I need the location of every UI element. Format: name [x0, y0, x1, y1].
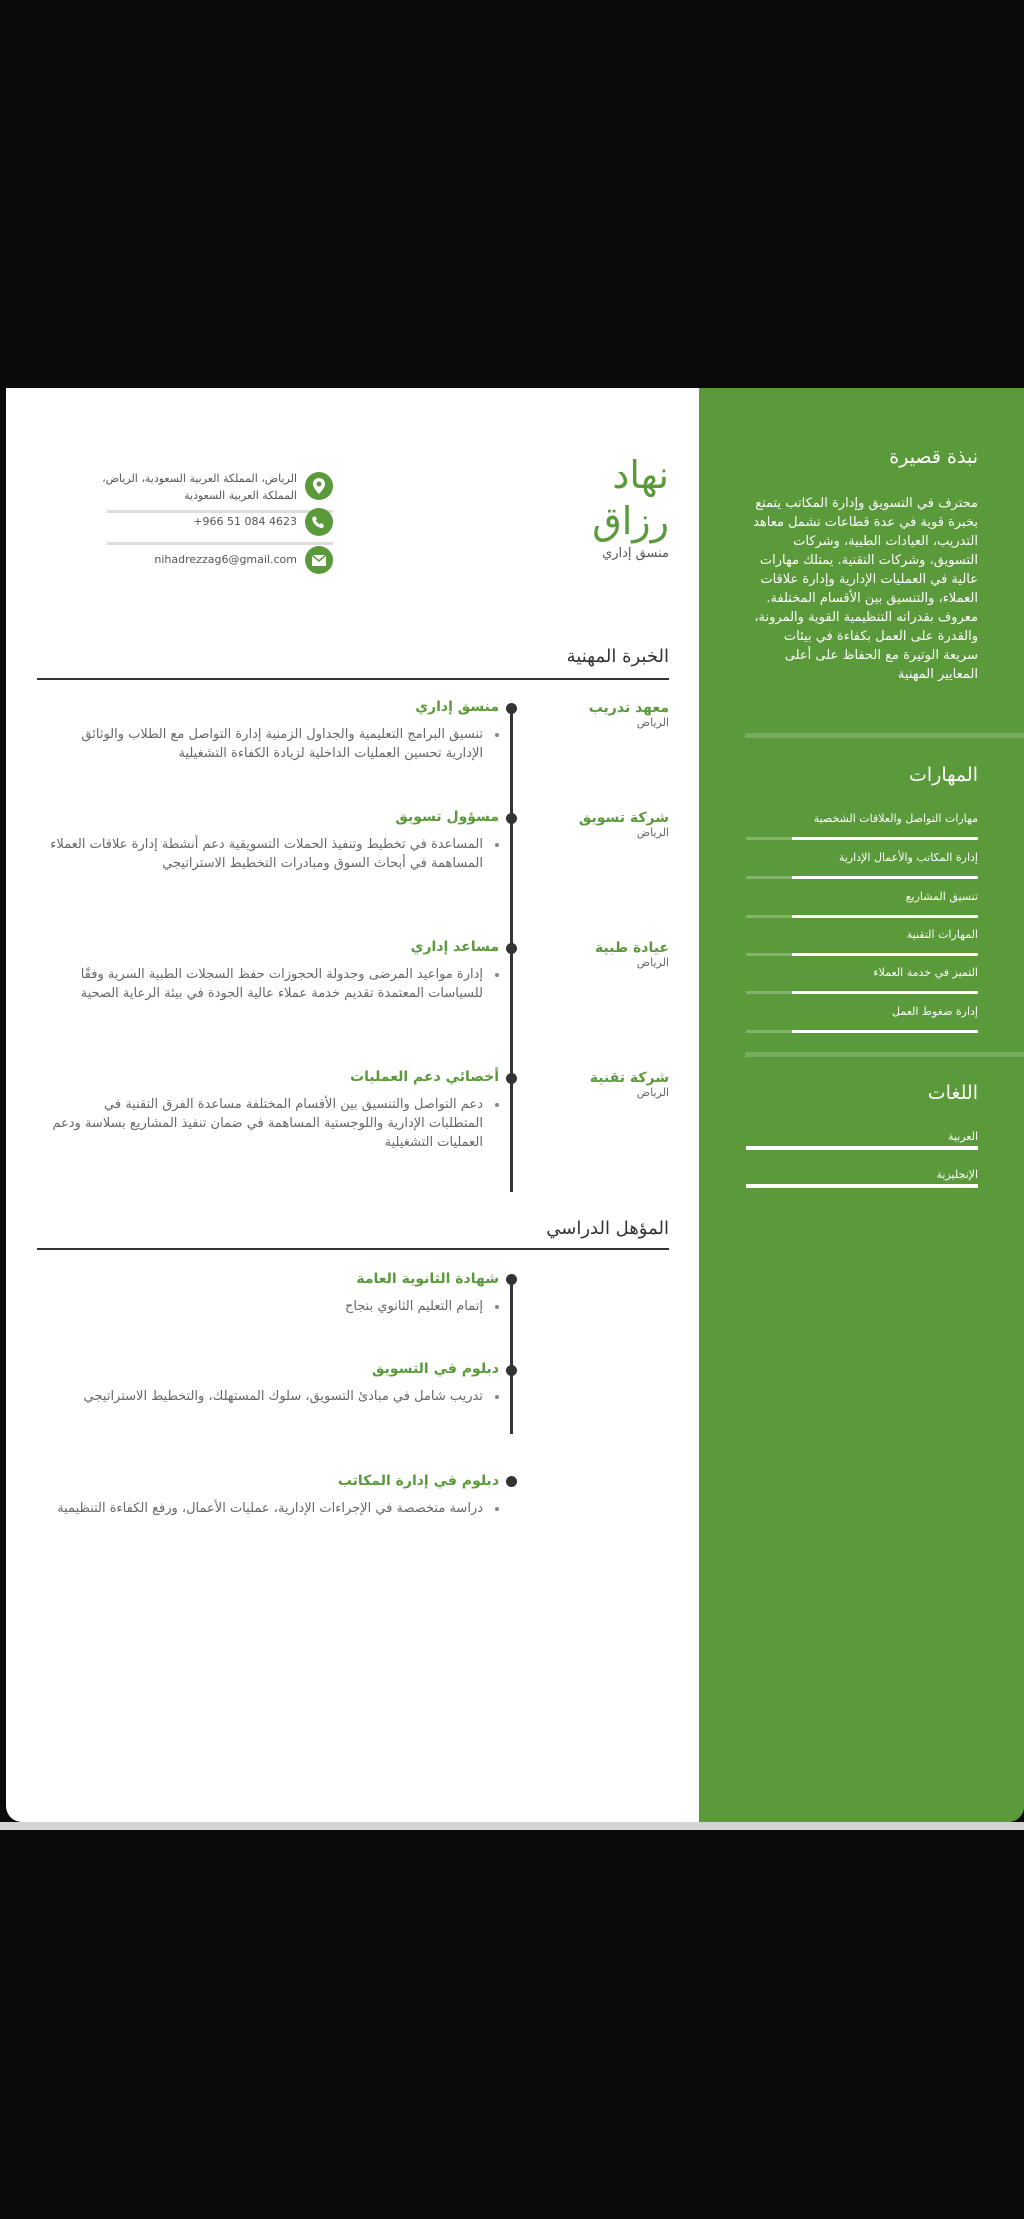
experience-item: [47, 808, 499, 873]
name-line-1: نهاد: [612, 453, 669, 497]
experience-org: [529, 700, 669, 730]
degree-title: دبلوم في التسويق: [372, 1361, 499, 1377]
skill-item: [746, 812, 978, 850]
skill-bar-fill: [792, 876, 978, 879]
skill-bar: [746, 991, 978, 994]
skill-bar: [746, 953, 978, 956]
language-bar: [746, 1184, 978, 1188]
skill-bar: [746, 876, 978, 879]
job-title: أخصائي دعم العمليات: [350, 1069, 499, 1085]
skill-label: تنسيق المشاريع: [905, 890, 978, 903]
timeline-dot: [506, 703, 517, 714]
skill-bar: [746, 837, 978, 840]
experience-org: [529, 810, 669, 840]
skill-label: المهارات التقنية: [906, 928, 978, 941]
org-city: الرياض: [636, 716, 669, 729]
experience-org: [529, 1070, 669, 1100]
sidebar-divider: [745, 733, 1024, 738]
sidebar-divider: [745, 1052, 1024, 1057]
education-item: [47, 1270, 499, 1316]
org-city: الرياض: [636, 826, 669, 839]
envelope-icon: [305, 546, 333, 574]
skill-bar: [746, 915, 978, 918]
bio-text: محترف في التسويق وإدارة المكاتب يتمتع بخبرة قوية في عدة قطاعات تشمل معاهد التدريب، العيادات الطبية، وشركات التسويق، وشركات التقنية. يمتلك مهارات عالية في العمليات الإدارية وإدارة علاقات العملاء، والتنسيق بين الأقسام المختلفة. معروف بقدراته التنظيمية القوية والمرونة، والقدرة على العمل بكفاءة في بيئات سريعة الوتيرة مع الحفاظ على أعلى المعايير المهنية: [753, 496, 978, 682]
skill-item: [746, 928, 978, 966]
phone-text[interactable]: +966 51 084 4623: [193, 515, 297, 528]
contact-divider: [107, 542, 333, 545]
address-text: الرياض، المملكة العربية السعودية، الرياض، المملكة العربية السعودية: [102, 472, 297, 502]
language-label: الإنجليزية: [936, 1168, 978, 1181]
sidebar: [699, 388, 1024, 1822]
education-item: [47, 1360, 499, 1406]
job-title: مساعد إداري: [410, 939, 499, 955]
degree-description: تدريب شامل في مبادئ التسويق، سلوك المستهلك، والتخطيط الاستراتيجي: [47, 1387, 499, 1406]
resume-card: [6, 388, 1024, 1822]
skill-bar-fill: [792, 915, 978, 918]
experience-org: [529, 940, 669, 970]
org-name: عيادة طبية: [595, 940, 669, 956]
skill-item: [746, 966, 978, 1004]
person-name: [592, 452, 669, 544]
degree-description: دراسة متخصصة في الإجراءات الإدارية، عمليات الأعمال، ورفع الكفاءة التنظيمية: [47, 1499, 499, 1518]
job-title: منسق إداري: [415, 699, 499, 715]
timeline-dot: [506, 1274, 517, 1285]
skill-label: التميز في خدمة العملاء: [873, 966, 978, 979]
job-description: إدارة مواعيد المرضى وجدولة الحجوزات حفظ السجلات الطبية السرية وفقًا للسياسات المعتمدة تقديم خدمة عملاء عالية الجودة في بيئة الرعاية الصحية: [47, 965, 499, 1003]
email-text[interactable]: nihadrezzag6@gmail.com: [154, 553, 297, 566]
phone-icon: [305, 508, 333, 536]
education-rule: [37, 1248, 669, 1250]
languages-title: اللغات: [927, 1082, 978, 1104]
job-description: المساعدة في تخطيط وتنفيذ الحملات التسويقية دعم أنشطة إدارة علاقات العملاء المساهمة في أبحاث السوق ومبادرات التخطيط الاستراتيجي: [47, 835, 499, 873]
language-item: [746, 1168, 978, 1206]
job-role: منسق إداري: [602, 546, 669, 561]
skill-bar-fill: [792, 991, 978, 994]
skill-item: [746, 851, 978, 889]
job-description: تنسيق البرامج التعليمية والجداول الزمنية إدارة التواصل مع الطلاب والوثائق الإدارية تحسين العمليات الداخلية لزيادة الكفاءة التشغيلية: [47, 725, 499, 763]
experience-item: [47, 698, 499, 763]
education-title: المؤهل الدراسي: [546, 1218, 669, 1239]
skill-label: إدارة ضغوط العمل: [892, 1005, 978, 1018]
education-timeline: [510, 1278, 513, 1434]
job-description: دعم التواصل والتنسيق بين الأقسام المختلفة مساعدة الفرق التقنية في المتطلبات الإدارية واللوجستية المساهمة في ضمان تنفيذ المشاريع بسلاسة ودعم العمليات التشغيلية: [47, 1095, 499, 1152]
skill-bar-fill: [792, 1030, 978, 1033]
skill-item: [746, 1005, 978, 1043]
job-title: مسؤول تسويق: [395, 809, 499, 825]
skill-label: إدارة المكاتب والأعمال الإدارية: [838, 851, 978, 864]
skills-title: المهارات: [909, 764, 978, 786]
skill-label: مهارات التواصل والعلاقات الشخصية: [813, 812, 978, 825]
bio-title: نبذة قصيرة: [889, 446, 978, 468]
org-name: شركة تقنية: [589, 1070, 669, 1086]
degree-description: إتمام التعليم الثانوي بنجاح: [47, 1297, 499, 1316]
org-city: الرياض: [636, 956, 669, 969]
timeline-dot: [506, 1365, 517, 1376]
page-shadow: [0, 1822, 1024, 1830]
name-line-2: رزاق: [592, 499, 669, 543]
org-name: معهد تدريب: [588, 700, 669, 716]
experience-rule: [37, 678, 669, 680]
main-column: [6, 388, 699, 1822]
skill-item: [746, 890, 978, 928]
org-name: شركة تسويق: [578, 810, 669, 826]
org-city: الرياض: [636, 1086, 669, 1099]
skill-bar: [746, 1030, 978, 1033]
timeline-dot: [506, 1476, 517, 1487]
language-label: العربية: [947, 1130, 978, 1143]
timeline-dot: [506, 943, 517, 954]
experience-title: الخبرة المهنية: [566, 646, 669, 667]
experience-item: [47, 1068, 499, 1152]
degree-title: دبلوم في إدارة المكاتب: [337, 1473, 499, 1489]
education-item: [47, 1472, 499, 1518]
timeline-dot: [506, 1073, 517, 1084]
language-bar: [746, 1146, 978, 1150]
timeline-dot: [506, 813, 517, 824]
language-item: [746, 1130, 978, 1168]
location-pin-icon: [305, 472, 333, 500]
skill-bar-fill: [792, 837, 978, 840]
experience-item: [47, 938, 499, 1003]
degree-title: شهادة الثانوية العامة: [356, 1271, 499, 1287]
skill-bar-fill: [792, 953, 978, 956]
